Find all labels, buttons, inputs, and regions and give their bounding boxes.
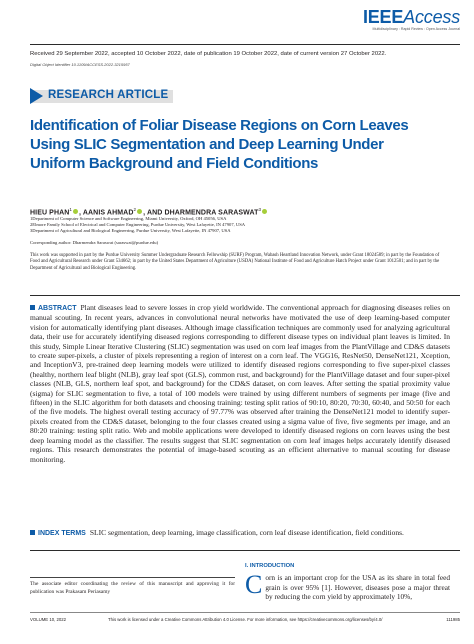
abstract-label: ABSTRACT	[38, 305, 77, 312]
author-separator: ,	[143, 209, 146, 217]
abstract-top-divider	[30, 295, 460, 296]
author-affil-number: 2	[133, 207, 137, 212]
index-terms-text: SLIC segmentation, deep learning, image classification, corn leaf disease identification, field conditions.	[89, 528, 404, 537]
doi-line: Digital Object Identifier 10.1109/ACCESS.2022.3215957	[30, 62, 130, 67]
abstract-block	[30, 303, 450, 464]
introduction-text	[245, 570, 450, 602]
index-terms-label: INDEX TERMS	[38, 530, 86, 537]
journal-tagline: Multidisciplinary : Rapid Review : Open Access Journal	[372, 27, 460, 31]
footer-license[interactable]: This work is licensed under a Creative Commons Attribution 4.0 License. For more information, see https://creativecommons.org/licenses/by/4.0/	[108, 617, 383, 622]
affiliation-line: 2Elmore Family School of Electrical and Computer Engineering, Purdue University, West Lafayette, IN 47907, USA	[30, 222, 246, 227]
header-divider	[30, 44, 460, 45]
section-square-icon	[30, 530, 35, 535]
journal-logo-wordmark	[363, 8, 460, 26]
logo-main-text: IEEE	[362, 7, 404, 27]
affiliations	[30, 216, 245, 234]
footer-volume: VOLUME 10, 2022	[30, 617, 67, 622]
index-terms-divider	[30, 550, 460, 551]
author-name: AND DHARMENDRA SARASWAT	[146, 209, 259, 217]
article-type-label: RESEARCH ARTICLE	[48, 89, 169, 101]
affiliation-line: 1Department of Computer Science and Software Engineering, Miami University, Oxford, OH 45056, USA	[30, 216, 227, 221]
banner-arrow-icon	[30, 88, 43, 104]
introduction-body: orn is an important crop for the USA as its share in total feed grain is over 95% [1]. However, diseases pose a major threat by reducing the corn yield by approximately 10%,	[265, 573, 450, 602]
corresponding-author: Corresponding author: Dharmendra Saraswat (saraswat@purdue.edu)	[30, 240, 159, 245]
author-list	[30, 207, 268, 216]
drop-cap: C	[245, 570, 263, 599]
index-terms-block	[30, 528, 450, 538]
paper-title: Identification of Foliar Disease Regions on Corn Leaves Using SLIC Segmentation and Deep Learning Under Uniform Background and Field Conditions	[30, 117, 409, 172]
journal-logo	[363, 8, 460, 31]
footer-divider	[30, 612, 460, 613]
footnote-divider	[30, 577, 235, 578]
affiliation-line: 3Department of Agricultural and Biological Engineering, Purdue University, West Lafayette, IN 47907, USA	[30, 228, 231, 233]
author-name: HIEU PHAN	[30, 209, 70, 217]
abstract-text: Plant diseases lead to severe losses in crop yield worldwide. The conventional approach for diagnosing diseases relies on manual scouting. In recent years, advances in convolutional neural networks have motivated the use of deep learning-based computer vision for automatically identifying plant diseases. Although image classification techniques are commonly used for analyzing agricultural data, their use for accurately identifying diseased regions corresponding to different disease types on individual plant leaves is limited. In this study, Simple Linear Iterative Clustering (SLIC) segmentation was used on corn leaf images from the PlantVillage and CD&S datasets to create super-pixels, a cluster of pixels representing a region of interest on a corn leaf. The VGG16, ResNet50, DenseNet121, Xception, and InceptionV3, pre-trained deep learning models were utilized to identify diseased regions corresponding to five super-pixel classes (healthy, northern leaf blight (NLB), gray leaf spot (GLS), common rust, and background) for the PlantVillage dataset and four super-pixel classes (NLB, GLS, northern leaf spot, and background) for the CD&S dataset, on corn leaves. After setting the spatial proximity value (sigma) for SLIC segmentation to five, a total of 100 models were trained by using different numbers of segments per image (five and fifteen) in the SLIC algorithm for both datasets and choosing training: testing split ratios of 90:10, 80:20, 70:30, 60:40, and 50:50 for each of the five models. The highest overall testing accuracy of 97.77% was observed after training the DenseNet121 model to identify super-pixels created from the CD&S dataset, belonging to the four classes created using a sigma value of five, five segments per image, and an 80:20 training: testing split ratio. Web and mobile applications were developed to identify diseased regions on corn leaves using the best deep learning model as the classifier. The results suggest that SLIC segmentation on corn leaf images helps accurately identify diseased regions. This research demonstrates the potential of image-based scouting as an efficient alternative to manual scouting for disease monitoring.	[30, 303, 450, 464]
editor-note: The associate editor coordinating the review of this manuscript and approving it for publication was Prakasam Periasamy	[30, 581, 235, 595]
footer-page-number: 111985	[446, 617, 460, 622]
orcid-icon[interactable]	[262, 209, 267, 214]
funding-statement: This work was supported in part by the Purdue University Summer Undergraduate Research Fellowship (SURF) Program, Wabash Heartland Innovation Network, under Grant 18024589; in part by the Foundation of Food and Agricultural Research under Grant 534662; in part by the United States Department of Agriculture (USDA) National Institute of Food and Agriculture Hatch Project under Grant 1012501; and in part by the Department of Agricultural and Biological Engineering.	[30, 253, 440, 271]
section-square-icon	[30, 305, 35, 310]
introduction-heading: I. INTRODUCTION	[245, 563, 295, 569]
author-separator: ,	[79, 209, 82, 217]
received-dates: Received 29 September 2022, accepted 10 October 2022, date of publication 19 October 2022, date of current version 27 October 2022.	[30, 51, 387, 57]
orcid-icon[interactable]	[137, 209, 142, 214]
author-affil-number: 3	[258, 207, 262, 212]
orcid-icon[interactable]	[73, 209, 78, 214]
author-affil-number: 1	[69, 207, 73, 212]
logo-accent-text: Access	[403, 7, 460, 27]
author-name: AANIS AHMAD	[82, 209, 134, 217]
